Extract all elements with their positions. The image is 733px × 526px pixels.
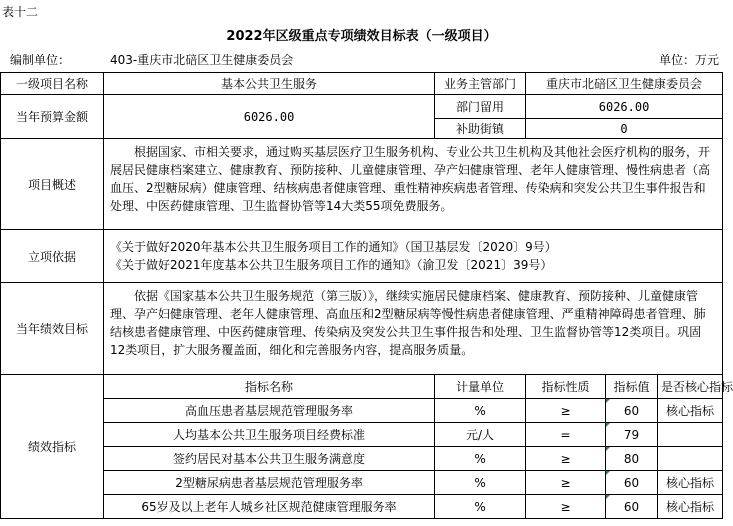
goal-text: 依据《国家基本公共卫生服务规范（第三版）》，继续实施居民健康档案、健康教育、预防接种、儿童健康管理、孕产妇健康管理、老年人健康管理、高血压和2型糖尿病等慢性病患者健康管理、严重精神障碍患者管理、肺结核患者健康管理、中医药健康管理、传染病及突发公共卫生事件报告和处理、卫生监督协管等12类项目。巩固12类项目，扩大服务覆盖面，细化和完善服务内容，提高服务质量。: [104, 283, 723, 375]
indicator-nature: =: [526, 423, 606, 447]
indicator-value: 79: [606, 423, 658, 447]
header-name: 指标名称: [104, 375, 435, 399]
header-core: 是否核心指标: [658, 375, 723, 399]
indicator-unit: %: [435, 447, 526, 471]
unit-value: 403-重庆市北碚区卫生健康委员会: [110, 53, 294, 67]
indicator-unit: 元/人: [435, 423, 526, 447]
subsidy-value: 0: [526, 119, 723, 139]
unit-label: 编制单位：: [10, 53, 71, 67]
indicator-value: 80: [606, 447, 658, 471]
table-row: [1, 423, 723, 447]
table-row: [1, 399, 723, 423]
indicator-core: 核心指标: [658, 399, 723, 423]
indicator-core: [658, 423, 723, 447]
indicator-value: 60: [606, 399, 658, 423]
indicator-nature: ≥: [526, 471, 606, 495]
header-value: 指标值: [606, 375, 658, 399]
budget-value: 6026.00: [104, 95, 435, 139]
indicator-nature: ≥: [526, 495, 606, 519]
overview-text: 根据国家、市相关要求，通过购买基层医疗卫生服务机构、专业公共卫生机构及其他社会医疗机构的服务，开展居民健康档案建立、健康教育、预防接种、儿童健康管理、孕产妇健康管理、老年人健康管理、慢性病患者（高血压、2型糖尿病）健康管理、结核病患者健康管理、重性精神疾病患者管理、传染病和突发公共卫生事件报告和处理、中医药健康管理、卫生监督协管等14大类55项免费服务。: [104, 139, 723, 230]
retained-value: 6026.00: [526, 95, 723, 119]
indicator-nature: ≥: [526, 399, 606, 423]
sheet-label: 表十二: [2, 5, 39, 19]
perf-label: 绩效指标: [1, 375, 104, 519]
indicator-value: 60: [606, 471, 658, 495]
budget-label: 当年预算金额: [1, 95, 104, 139]
project-name-value: 基本公共卫生服务: [104, 73, 435, 95]
dept-value: 重庆市北碚区卫生健康委员会: [526, 73, 723, 95]
indicator-nature: ≥: [526, 447, 606, 471]
header-unit: 计量单位: [435, 375, 526, 399]
indicator-name: 高血压患者基层规范管理服务率: [104, 399, 435, 423]
indicator-unit: %: [435, 495, 526, 519]
basis-line-2: 《关于做好2021年度基本公共卫生服务项目工作的通知》（渝卫发〔2021〕39号）: [110, 258, 553, 272]
basis-label: 立项依据: [1, 230, 104, 283]
page-title: 2022年区级重点专项绩效目标表（一级项目）: [226, 29, 497, 44]
table-row: [1, 471, 723, 495]
overview-label: 项目概述: [1, 139, 104, 230]
header-nature: 指标性质: [526, 375, 606, 399]
project-name-label: 一级项目名称: [1, 73, 104, 95]
indicator-name: 2型糖尿病患者基层规范管理服务率: [104, 471, 435, 495]
indicator-name: 人均基本公共卫生服务项目经费标准: [104, 423, 435, 447]
indicator-name: 签约居民对基本公共卫生服务满意度: [104, 447, 435, 471]
table-row: [1, 447, 723, 471]
performance-table: [0, 72, 733, 519]
money-unit: 单位：万元: [658, 53, 719, 67]
dept-label: 业务主管部门: [435, 73, 526, 95]
indicator-name: 65岁及以上老年人城乡社区规范健康管理服务率: [104, 495, 435, 519]
indicator-value: 60: [606, 495, 658, 519]
retained-label: 部门留用: [435, 95, 526, 119]
basis-line-1: 《关于做好2020年基本公共卫生服务项目工作的通知》（国卫基层发〔2020〕9号）: [110, 240, 557, 254]
goal-label: 当年绩效目标: [1, 283, 104, 375]
indicator-unit: %: [435, 471, 526, 495]
indicator-unit: %: [435, 399, 526, 423]
table-row: [1, 495, 723, 519]
unit-row: [0, 50, 723, 70]
indicator-core: 核心指标: [658, 471, 723, 495]
indicator-core: [658, 447, 723, 471]
basis-text: [104, 230, 723, 283]
subsidy-label: 补助街镇: [435, 119, 526, 139]
indicator-core: 核心指标: [658, 495, 723, 519]
